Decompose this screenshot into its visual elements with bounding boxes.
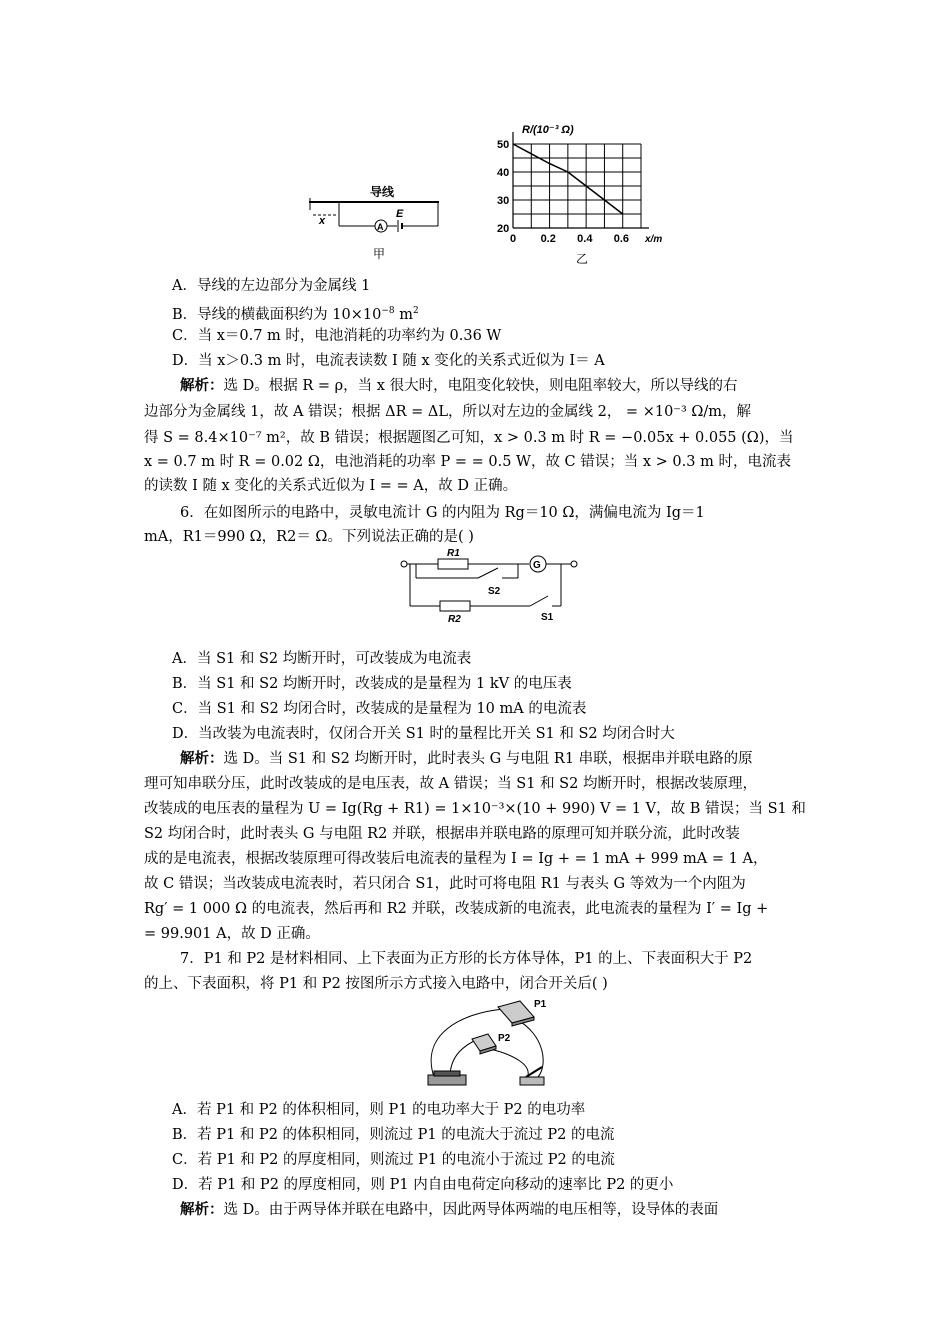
q6-solution-line-6: 故 C 错误；当改装成电流表时，若只闭合 S1，此时可将电阻 R1 与表头 G 等效为一个内阻为 [144,876,746,892]
q6-solution-line-4: S2 均闭合时，此时表头 G 与电阻 R2 并联，根据串并联电路的原理可知并联分流，此时改装 [144,826,740,842]
chart-ytick-label: 20 [497,223,510,235]
label-p1: P1 [534,999,547,1010]
q6-solution-line-1: 解析：选 D。当 S1 和 S2 均断开时，此时表头 G 与电阻 R1 串联，根据串并联电路的原 [180,751,753,767]
q6-circuit-diagram [398,546,588,628]
chart-xlabel: x/m [645,234,663,245]
q7-option-a: A．若 P1 和 P2 的体积相同，则 P1 的电功率大于 P2 的电功率 [172,1102,586,1118]
terminal-right [571,561,577,567]
label-r1: R1 [447,548,460,559]
chart-xtick-label: 0.4 [577,233,593,245]
switch-base [520,1077,544,1085]
switch-s2 [478,568,498,578]
switch-s1 [530,596,548,606]
chart-ytick-label: 40 [497,167,510,179]
q6-solution-line-5: 成的是电流表，根据改装原理可得改装后电流表的量程为 I = Ig + = 1 mA + 999 mA = 1 A， [144,851,768,867]
q6-option-d: D．当改装为电流表时，仅闭合开关 S1 时的量程比开关 S1 和 S2 均闭合时大 [172,726,675,742]
chart-ylabel: R/(10⁻³ Ω) [522,124,574,136]
chart-xtick-label: 0.6 [613,233,630,245]
chart-yi [488,118,673,268]
label-r2: R2 [448,614,461,625]
q6-option-b: B．当 S1 和 S2 均断开时，改装成的是量程为 1 kV 的电压表 [172,676,572,692]
chart-xtick-label: 0 [510,233,517,245]
label-p2: P2 [498,1033,511,1044]
q5-solution-line-4: x = 0.7 m 时 R = 0.02 Ω，电池消耗的功率 P = = 0.5 W，故 C 错误；当 x > 0.3 m 时，电流表 [144,454,791,470]
resistor-r1 [438,559,468,569]
ammeter-label: A [377,222,384,232]
q6-solution-line-8: = 99.901 A，故 D 正确。 [144,926,320,942]
label-g: G [533,560,541,571]
resistor-r2 [440,601,470,611]
q6-option-a: A．当 S1 和 S2 均断开时，可改装成为电流表 [172,651,472,667]
label-s1: S1 [541,612,554,623]
q6-stem-line-1: 6．在如图所示的电路中，灵敏电流计 G 的内阻为 Rg＝10 Ω，满偏电流为 Ig＝1 [180,505,705,521]
q7-solution-line-1: 解析：选 D。由于两导体并联在电路中，因此两导体两端的电压相等，设导体的表面 [180,1202,719,1218]
q5-option-d: D．当 x＞0.3 m 时，电流表读数 I 随 x 变化的关系式近似为 I＝ A [172,353,605,369]
emf-label: E [396,208,404,220]
q5-solution-line-3: 得 S = 8.4×10⁻⁷ m²，故 B 错误；根据题图乙可知，x > 0.3 m 时 R = −0.05x + 0.055 (Ω)，当 [144,430,794,446]
q5-option-b: B．导线的横截面积约为 $10\times 10^{-8}$ $m^2$ [172,306,419,323]
figure-jia [305,182,445,264]
q7-option-d: D．若 P1 和 P2 的厚度相同，则 P1 内自由电荷定向移动的速率比 P2 的更小 [172,1177,674,1193]
q5-solution-line-5: 的读数 I 随 x 变化的关系式近似为 I = = A，故 D 正确。 [144,478,518,494]
q5-option-a: A．导线的左边部分为金属线 1 [172,278,371,294]
q7-option-c: C．若 P1 和 P2 的厚度相同，则流过 P1 的电流小于流过 P2 的电流 [172,1152,615,1168]
q7-stem-line-2: 的上、下表面积，将 P1 和 P2 按图所示方式接入电路中，闭合开关后( ) [144,976,608,992]
chart-ytick-label: 30 [497,195,510,207]
q7-option-b: B．若 P1 和 P2 的体积相同，则流过 P1 的电流大于流过 P2 的电流 [172,1127,615,1143]
q6-stem-line-2: mA，R1＝990 Ω，R2＝ Ω。下列说法正确的是( ) [144,529,474,545]
q6-option-c: C．当 S1 和 S2 均闭合时，改装成的是量程为 10 mA 的电流表 [172,701,587,717]
q6-solution-line-3: 改装成的电压表的量程为 U = Ig(Rg + R1) = 1×10⁻³×(10 + 990) V = 1 V，故 B 错误；当 S1 和 [144,801,806,817]
label-s2: S2 [488,586,501,597]
q7-stem-line-1: 7．P1 和 P2 是材料相同、上下表面为正方形的长方体导体，P1 的上、下表面积大于 P2 [180,951,753,967]
q5-option-c: C．当 x＝0.7 m 时，电池消耗的功率约为 0.36 W [172,328,502,344]
chart-xtick-label: 0.2 [540,233,556,245]
chart-ytick-label: 50 [497,139,510,151]
caption-jia: 甲 [373,247,386,261]
q7-conductor-figure [420,995,560,1090]
q6-solution-line-2: 理可知串联分压，此时改装成的是电压表，故 A 错误；当 S1 和 S2 均断开时，根据改装原理， [144,776,757,792]
q5-solution-line-1: 解析：选 D。根据 R = ρ，当 x 很大时，电阻变化较快，则电阻率较大，所以导线的右 [180,378,738,394]
x-label: x [319,215,326,227]
q5-solution-line-2: 边部分为金属线 1，故 A 错误；根据 ΔR = ΔL，所以对左边的金属线 2， = ×10⁻³ Ω/m，解 [144,404,752,420]
terminal-left [401,561,407,567]
wire-label: 导线 [370,185,395,199]
q6-solution-line-7: Rg′ = 1 000 Ω 的电流表，然后再和 R2 并联，改装成新的电流表，此电流表的量程为 I′ = Ig + [144,901,769,917]
caption-yi: 乙 [576,252,589,266]
